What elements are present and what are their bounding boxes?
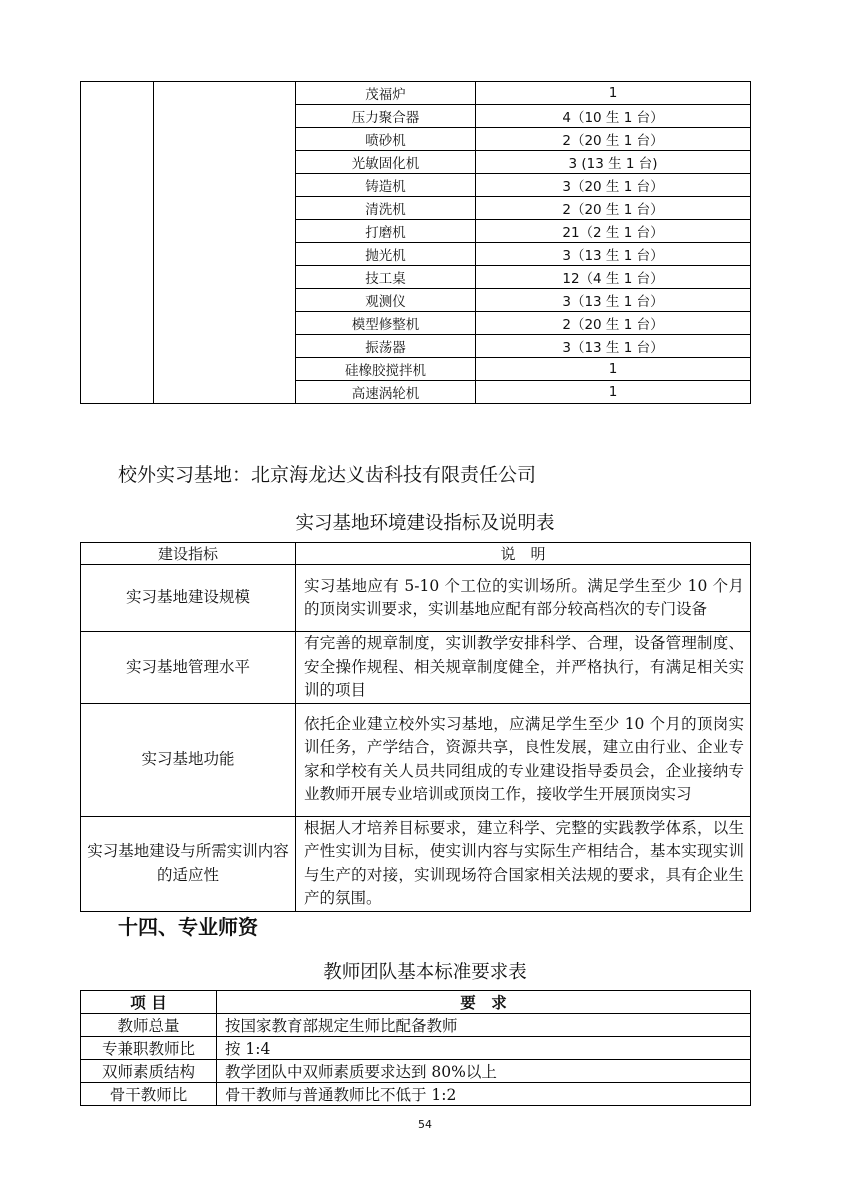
row-key: 教师总量 <box>81 1014 217 1037</box>
row-value: 教学团队中双师素质要求达到 80%以上 <box>217 1060 751 1083</box>
equipment-name: 清洗机 <box>296 197 476 220</box>
equipment-quantity: 2（20 生 1 台） <box>476 197 751 220</box>
row-key: 实习基地功能 <box>81 703 296 816</box>
equipment-name: 光敏固化机 <box>296 151 476 174</box>
table-row <box>81 816 751 911</box>
equipment-quantity: 3（20 生 1 台） <box>476 174 751 197</box>
equipment-name: 观测仪 <box>296 289 476 312</box>
table-header-row <box>81 991 751 1014</box>
equipment-quantity: 1 <box>476 358 751 381</box>
row-value: 按 1:4 <box>217 1037 751 1060</box>
header-indicator: 建设指标 <box>81 543 296 565</box>
equipment-quantity: 12（4 生 1 台） <box>476 266 751 289</box>
table-row <box>81 1037 751 1060</box>
equipment-table <box>80 81 751 404</box>
table-row <box>81 703 751 816</box>
table-row <box>81 1014 751 1037</box>
equipment-name: 铸造机 <box>296 174 476 197</box>
equipment-quantity: 2（20 生 1 台） <box>476 312 751 335</box>
row-key: 专兼职教师比 <box>81 1037 217 1060</box>
teacher-table-title: 教师团队基本标准要求表 <box>323 962 527 983</box>
equipment-quantity: 1 <box>476 82 751 105</box>
offsite-base-line: 校外实习基地：北京海龙达义齿科技有限责任公司 <box>118 464 537 486</box>
merged-subcategory-cell <box>154 82 296 404</box>
equipment-quantity: 3 (13 生 1 台) <box>476 151 751 174</box>
equipment-quantity: 3（13 生 1 台） <box>476 335 751 358</box>
row-value: 按国家教育部规定生师比配备教师 <box>217 1014 751 1037</box>
equipment-name: 喷砂机 <box>296 128 476 151</box>
equipment-name: 打磨机 <box>296 220 476 243</box>
equipment-name: 硅橡胶搅拌机 <box>296 358 476 381</box>
row-value: 实习基地应有 5-10 个工位的实训场所。满足学生至少 10 个月的顶岗实训要求，实训基地应配有部分较高档次的专门设备 <box>296 565 751 632</box>
table-row <box>81 82 751 105</box>
equipment-name: 压力聚合器 <box>296 105 476 128</box>
row-value: 根据人才培养目标要求，建立科学、完整的实践教学体系，以生产性实训为目标，使实训内容与实际生产相结合，基本实现实训与生产的对接，实训现场符合国家相关法规的要求，具有企业生产的氛围。 <box>296 816 751 911</box>
equipment-name: 模型修整机 <box>296 312 476 335</box>
equipment-quantity: 2（20 生 1 台） <box>476 128 751 151</box>
row-value: 有完善的规章制度，实训教学安排科学、合理，设备管理制度、安全操作规程、相关规章制度健全，并严格执行，有满足相关实训的项目 <box>296 632 751 704</box>
equipment-quantity: 3（13 生 1 台） <box>476 289 751 312</box>
base-environment-table <box>80 542 751 912</box>
table-row <box>81 1060 751 1083</box>
header-requirement: 要 求 <box>217 991 751 1014</box>
row-key: 实习基地管理水平 <box>81 632 296 704</box>
equipment-quantity: 3（13 生 1 台） <box>476 243 751 266</box>
equipment-table-body <box>81 82 751 404</box>
row-key: 实习基地建设规模 <box>81 565 296 632</box>
base-table-title: 实习基地环境建设指标及说明表 <box>295 513 555 534</box>
table-row <box>81 632 751 704</box>
equipment-name: 抛光机 <box>296 243 476 266</box>
table-row <box>81 1083 751 1106</box>
row-value: 骨干教师与普通教师比不低于 1:2 <box>217 1083 751 1106</box>
row-key: 骨干教师比 <box>81 1083 217 1106</box>
row-key: 双师素质结构 <box>81 1060 217 1083</box>
equipment-name: 技工桌 <box>296 266 476 289</box>
equipment-name: 茂福炉 <box>296 82 476 105</box>
table-row <box>81 565 751 632</box>
merged-category-cell <box>81 82 154 404</box>
equipment-quantity: 21（2 生 1 台） <box>476 220 751 243</box>
row-key: 实习基地建设与所需实训内容的适应性 <box>81 816 296 911</box>
header-item: 项 目 <box>81 991 217 1014</box>
teacher-standard-table <box>80 990 751 1106</box>
equipment-quantity: 1 <box>476 381 751 404</box>
table-header-row <box>81 543 751 565</box>
equipment-name: 高速涡轮机 <box>296 381 476 404</box>
row-value: 依托企业建立校外实习基地，应满足学生至少 10 个月的顶岗实训任务，产学结合，资源共享，良性发展，建立由行业、企业专家和学校有关人员共同组成的专业建设指导委员会，企业接纳专业教师开展专业培训或顶岗工作，接收学生开展顶岗实习 <box>296 703 751 816</box>
equipment-name: 振荡器 <box>296 335 476 358</box>
section-heading: 十四、专业师资 <box>118 915 258 939</box>
page-number: 54 <box>418 1118 432 1131</box>
header-description: 说 明 <box>296 543 751 565</box>
equipment-quantity: 4（10 生 1 台） <box>476 105 751 128</box>
